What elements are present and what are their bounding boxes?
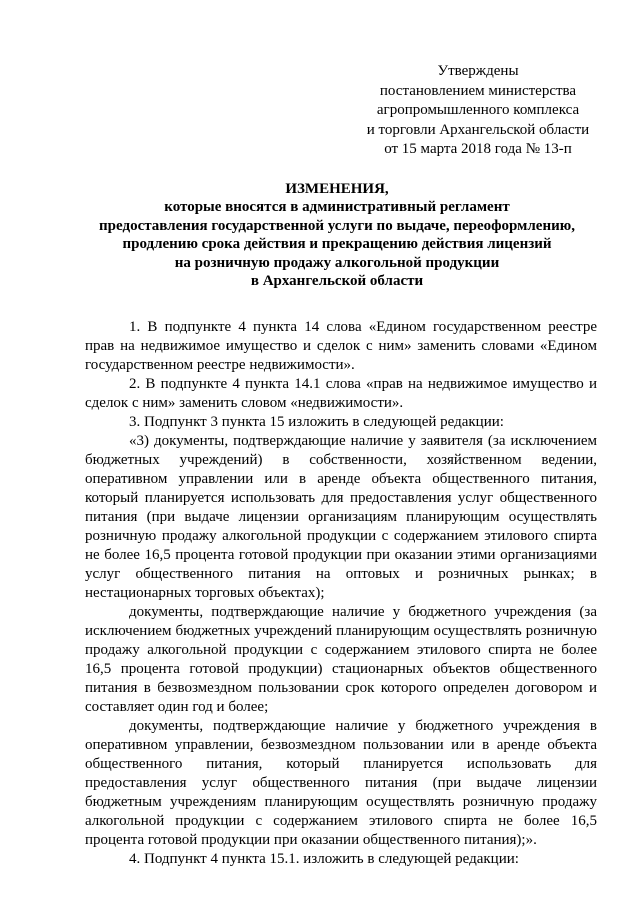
approval-line: агропромышленного комплекса xyxy=(376,102,580,118)
paragraph: 1. В подпункте 4 пункта 14 слова «Едином государственном реестре прав на недвижимое имущество и сделок с ним» заменить словами «Едином государственном реестре недвижимости». xyxy=(85,319,597,373)
approval-stamp xyxy=(360,62,596,160)
paragraph: документы, подтверждающие наличие у бюджетного учреждения в оперативном управлении, безвозмездном пользовании или в аренде объекта общественного питания, который планируется использовать для предоставления услуг общественного питания (при выдаче лицензии бюджетным учреждениям планирующим осуществлять розничную продажу алкогольной продукции с содержанием этилового спирта не более 16,5 процента готовой продукции при оказании общественного питания);». xyxy=(85,718,597,848)
paragraph: 3. Подпункт 3 пункта 15 изложить в следующей редакции: xyxy=(129,414,504,430)
paragraph: «3) документы, подтверждающие наличие у заявителя (за исключением бюджетных учреждений) в собственности, хозяйственном ведении, оперативном управлении или в аренде объекта общественного питания, который планируется использовать для предоставления услуг общественного питания (при выдаче лицензии организациям планирующим осуществлять розничную продажу алкогольной продукции с содержанием этилового спирта не более 16,5 процента готовой продукции при оказании этими организациями услуг общественного питания на оптовых и розничных рынках; в нестационарных торговых объектах); xyxy=(85,433,597,601)
title-line: предоставления государственной услуги по выдаче, переоформлению, xyxy=(99,217,575,234)
paragraph: документы, подтверждающие наличие у бюджетного учреждения (за исключением бюджетных учреждений планирующим осуществлять розничную продажу алкогольной продукции с содержанием этилового спирта не более 16,5 процента готовой продукции) стационарных объектов общественного питания в безвозмездном пользовании срок которого определен договором и составляет один год и более; xyxy=(85,604,597,715)
document-body xyxy=(85,318,597,869)
title-line: которые вносятся в административный регламент xyxy=(164,199,510,216)
approval-line: постановлением министерства xyxy=(379,82,577,99)
approval-line: и торговли Архангельской области xyxy=(366,121,590,138)
paragraph: 4. Подпункт 4 пункта 15.1. изложить в следующей редакции: xyxy=(129,851,519,867)
approval-line: от 15 марта 2018 года № 13-п xyxy=(384,141,572,157)
title-line: на розничную продажу алкогольной продукции xyxy=(174,254,500,271)
paragraph: 2. В подпункте 4 пункта 14.1 слова «прав на недвижимое имущество и сделок с ним» заменить словом «недвижимости». xyxy=(85,376,597,411)
title-line: в Архангельской области xyxy=(250,273,424,290)
title-line: продлению срока действия и прекращению действия лицензий xyxy=(122,236,552,253)
approval-line: Утверждены xyxy=(437,63,519,79)
document-title xyxy=(90,180,584,290)
title-line: ИЗМЕНЕНИЯ, xyxy=(285,181,389,197)
